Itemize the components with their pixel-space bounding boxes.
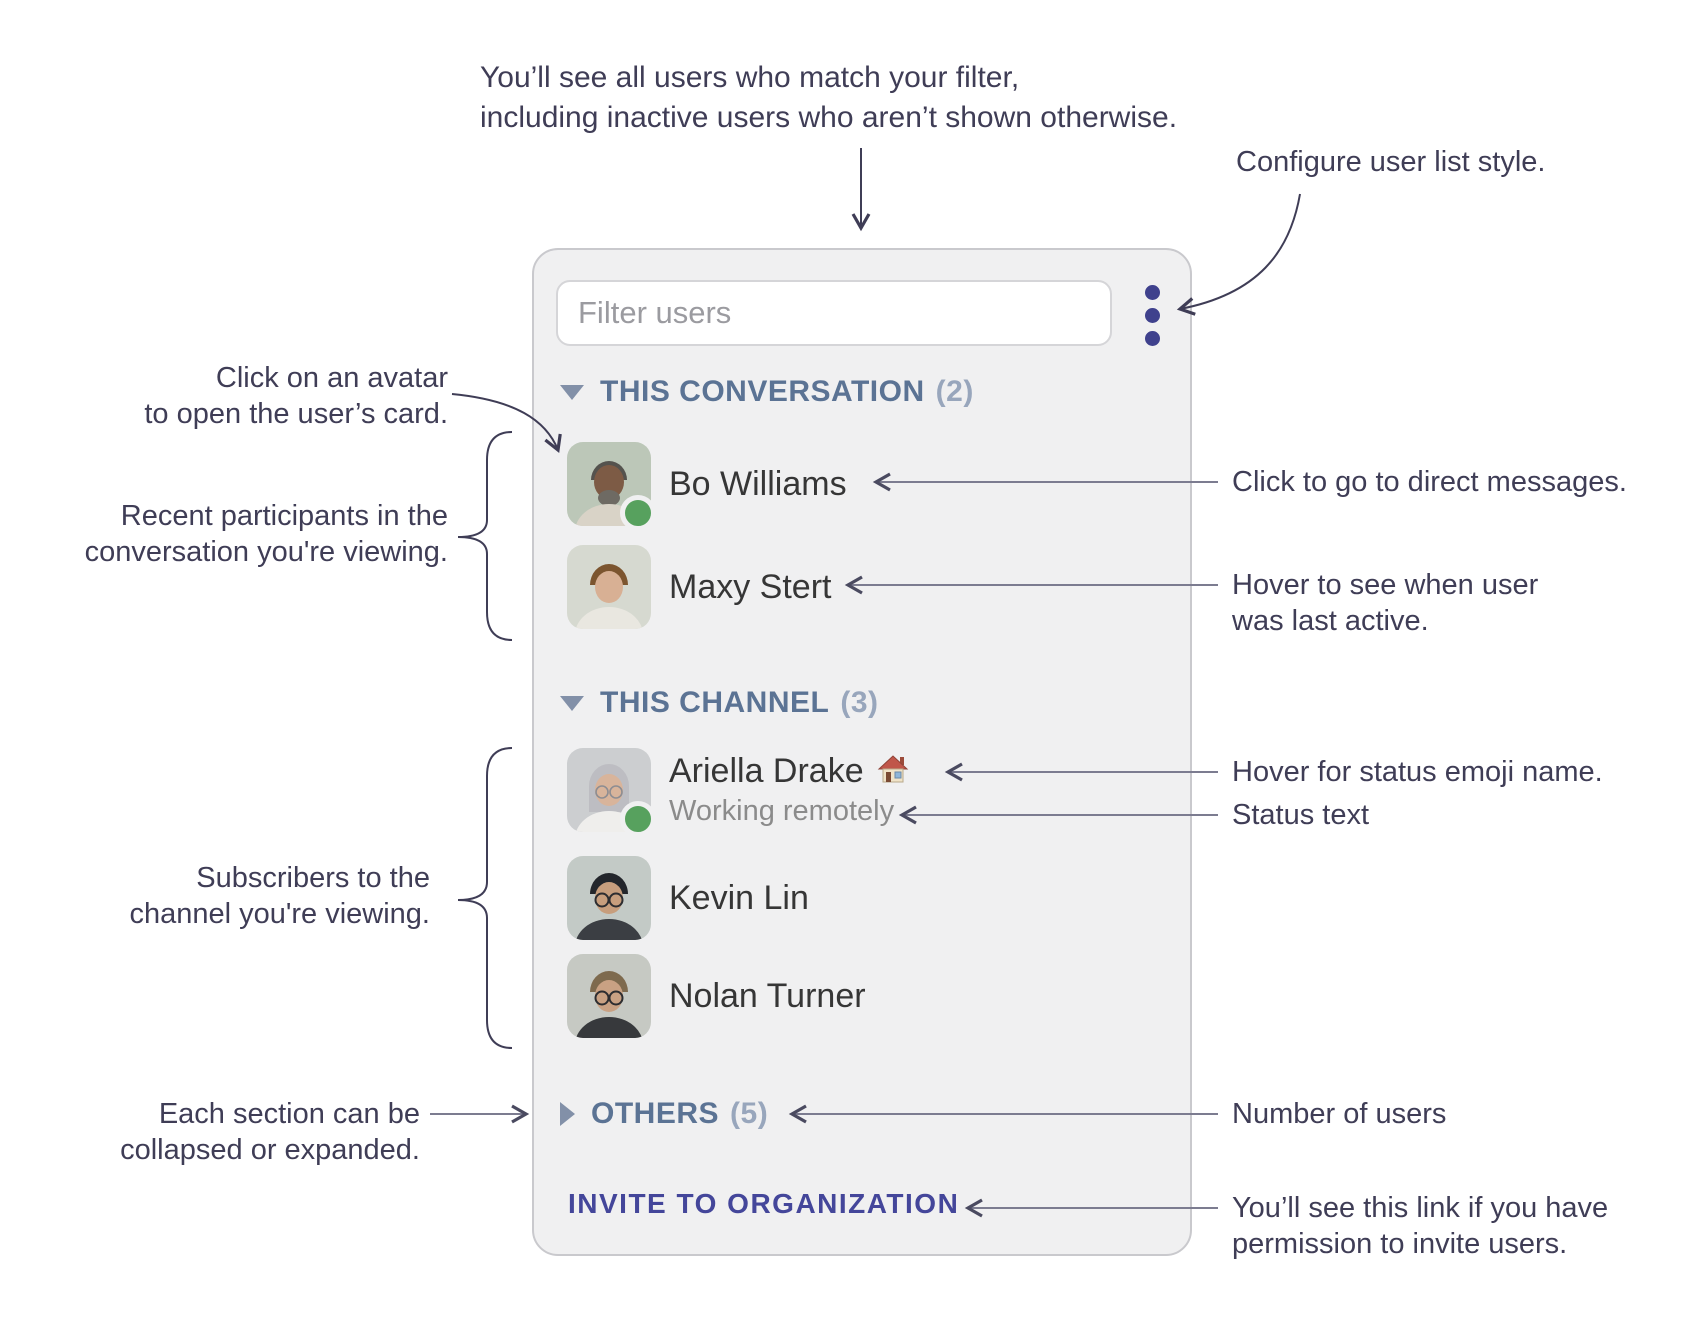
section-header-this-conversation[interactable] xyxy=(560,372,974,412)
user-name[interactable]: Bo Williams xyxy=(669,464,847,503)
section-count: (2) xyxy=(935,375,974,408)
annotation-configure-style: Configure user list style. xyxy=(1236,146,1546,178)
arrow-configure-to-menu xyxy=(1180,194,1300,309)
brace-channel-rows xyxy=(458,748,512,1048)
invite-to-organization-link[interactable]: INVITE TO ORGANIZATION xyxy=(568,1188,960,1219)
filter-users-input[interactable] xyxy=(556,280,1112,346)
user-list-menu-button[interactable] xyxy=(1130,284,1174,346)
vertical-ellipsis-icon xyxy=(1145,285,1160,300)
section-label: OTHERS xyxy=(591,1097,720,1130)
vertical-ellipsis-icon xyxy=(1145,308,1160,323)
user-list-panel xyxy=(532,248,1192,1256)
avatar-nolan-turner[interactable] xyxy=(567,954,651,1038)
avatar-bo-williams[interactable] xyxy=(567,442,651,526)
user-row-ariella-drake[interactable] xyxy=(567,748,910,832)
user-name[interactable]: Nolan Turner xyxy=(669,976,866,1015)
vertical-ellipsis-icon xyxy=(1145,331,1160,346)
triangle-down-icon xyxy=(560,696,584,711)
section-header-this-channel[interactable] xyxy=(560,683,879,723)
avatar-maxy-stert[interactable] xyxy=(567,545,651,629)
avatar-kevin-lin[interactable] xyxy=(567,856,651,940)
section-header-others[interactable] xyxy=(560,1094,768,1134)
online-status-dot xyxy=(620,495,656,531)
user-row-nolan-turner[interactable] xyxy=(567,954,866,1038)
user-row-kevin-lin[interactable] xyxy=(567,856,809,940)
annotation-subscribers: Subscribers to the channel you're viewing. xyxy=(129,862,430,930)
annotation-filter-results: You’ll see all users who match your filter, including inactive users who aren’t shown otherwise. xyxy=(480,61,1178,134)
annotation-status-text: Status text xyxy=(1232,799,1370,831)
annotation-number-of-users: Number of users xyxy=(1232,1098,1447,1130)
section-label: THIS CONVERSATION xyxy=(600,375,925,408)
avatar-image xyxy=(567,856,651,940)
triangle-down-icon xyxy=(560,385,584,400)
user-name[interactable]: Maxy Stert xyxy=(669,567,832,606)
user-name[interactable]: Ariella Drake xyxy=(669,752,910,791)
avatar-image xyxy=(567,545,651,629)
avatar-ariella-drake[interactable] xyxy=(567,748,651,832)
annotation-avatar-click: Click on an avatar to open the user’s card. xyxy=(144,362,448,430)
annotation-last-active: Hover to see when user was last active. xyxy=(1232,569,1539,637)
avatar-image xyxy=(567,954,651,1038)
house-status-emoji-icon[interactable] xyxy=(876,752,910,786)
online-status-dot xyxy=(620,801,656,837)
section-count: (3) xyxy=(840,686,879,719)
user-row-bo-williams[interactable] xyxy=(567,442,847,526)
annotation-recent-participants: Recent participants in the conversation you're viewing. xyxy=(84,500,448,568)
user-status-text: Working remotely xyxy=(669,795,895,827)
triangle-right-icon xyxy=(560,1102,575,1126)
section-count: (5) xyxy=(730,1097,769,1130)
user-name-status-stack xyxy=(669,752,910,828)
annotation-direct-messages: Click to go to direct messages. xyxy=(1232,466,1627,498)
user-name[interactable]: Kevin Lin xyxy=(669,878,809,917)
annotation-invite-permission: You’ll see this link if you have permission to invite users. xyxy=(1232,1192,1609,1260)
user-row-maxy-stert[interactable] xyxy=(567,545,831,629)
section-label: THIS CHANNEL xyxy=(600,686,830,719)
annotation-status-emoji: Hover for status emoji name. xyxy=(1232,756,1603,788)
annotation-collapse-sections: Each section can be collapsed or expanded. xyxy=(120,1098,420,1166)
brace-conversation-rows xyxy=(458,432,512,640)
